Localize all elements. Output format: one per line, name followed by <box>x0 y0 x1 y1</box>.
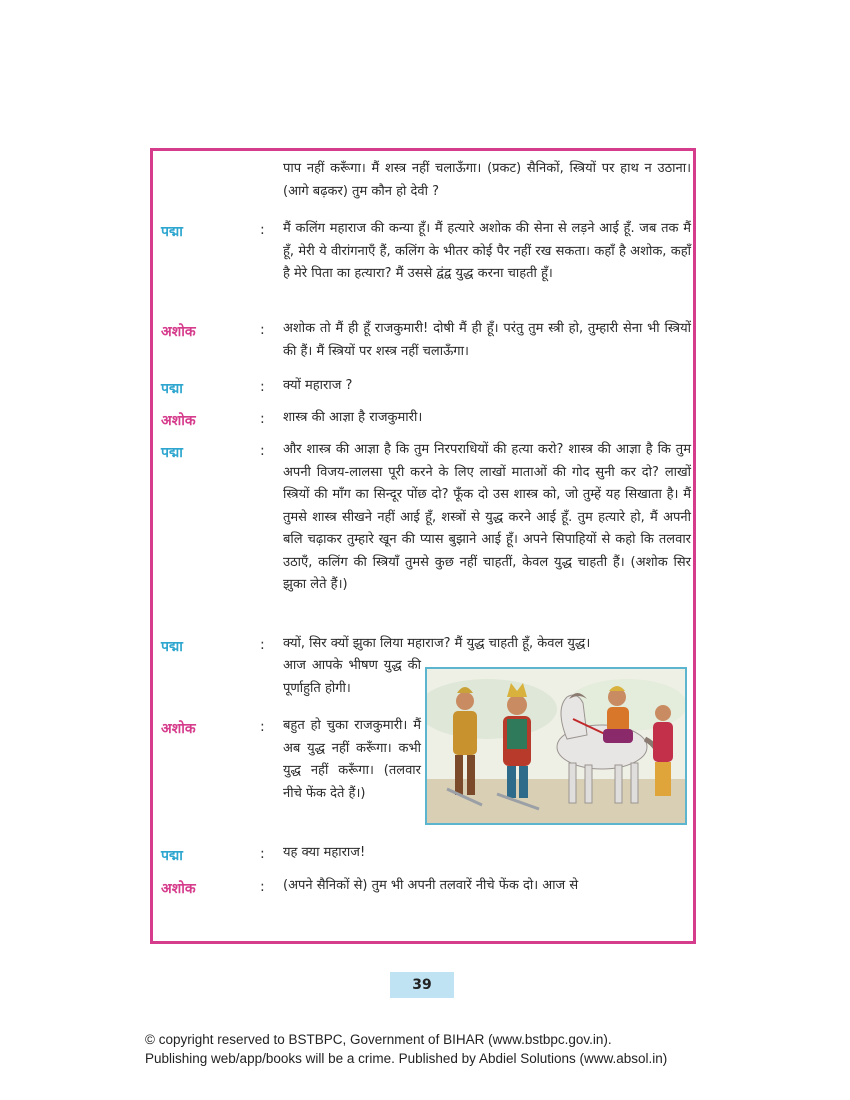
dialogue-text: (अपने सैनिकों से) तुम भी अपनी तलवारें नीचे फेंक दो। आज से <box>283 878 579 893</box>
colon: : <box>260 322 265 338</box>
dialogue-text: अशोक तो मैं ही हूँ राजकुमारी! दोषी मैं ही हूँ। परंतु तुम स्त्री हो, तुम्हारी सेना भी स्त्रियों की हैं। मैं स्त्रियों पर शस्त्र नहीं चलाऊँगा। <box>283 321 691 359</box>
illustration-ashoka-padma <box>425 667 687 825</box>
colon: : <box>260 637 265 653</box>
page-border <box>150 148 696 944</box>
speaker-name: अशोक <box>161 721 196 737</box>
colon: : <box>260 379 265 395</box>
dialogue-text: शास्त्र की आज्ञा है राजकुमारी। <box>283 410 423 425</box>
dialogue-text: यह क्या महाराज! <box>283 845 366 860</box>
speaker-name: अशोक <box>161 413 196 429</box>
dialogue-text: बहुत हो चुका राजकुमारी। मैं अब युद्ध नहीं करूँगा। कभी युद्ध नहीं करूँगा। (तलवार नीचे फेंक देते हैं।) <box>283 718 421 801</box>
colon: : <box>260 879 265 895</box>
dialogue-text: और शास्त्र की आज्ञा है कि तुम निरपराधियों की हत्या करो? शास्त्र की आज्ञा है कि तुम अपनी विजय-लालसा पूरी करने के लिए लाखों माताओं की गोद सुनी कर दो? लाखों स्त्रियों की माँग का सिन्दूर पोंछ दो? फूँक दो उस शास्त्र को, जो तुम्हें यह सिखाता है। मैं तुमसे शास्त्र सीखने नहीं आई हूँ, शस्त्रों से युद्ध करने आई हूँ. तुम हत्यारे हो, मैं अपनी बलि चढ़ाकर तुम्हारे खून की प्यास बुझाने आई हूँ। अपने सिपाहियों से कहो कि तलवार उठाएँ, कलिंग की स्त्रियाँ तुमसे कुछ नहीं चाहतीं, केवल युद्ध चाहती हैं। (अशोक सिर झुका लेते हैं।) <box>283 442 691 592</box>
illustration-svg <box>427 669 685 823</box>
speaker-name: पद्मा <box>161 848 183 864</box>
dialogue-text: मैं कलिंग महाराज की कन्या हूँ। मैं हत्यारे अशोक की सेना से लड़ने आई हूँ. जब तक मैं हूँ, मेरी ये वीरांगनाएँ हैं, कलिंग के भीतर कोई पैर नहीं रख सकता। कहाँ है अशोक, कहाँ है मेरे पिता का हत्यारा? मैं उससे द्वंद्व युद्ध करना चाहती हूँ। <box>283 221 691 281</box>
dialogue-text: पाप नहीं करूँगा। मैं शस्त्र नहीं चलाऊँगा। (प्रकट) सैनिकों, स्त्रियों पर हाथ न उठाना। (आगे बढ़कर) तुम कौन हो देवी ? <box>283 161 691 199</box>
speaker-name: पद्मा <box>161 224 183 240</box>
speaker-name: अशोक <box>161 324 196 340</box>
footer-line-2: Publishing web/app/books will be a crime. Published by Abdiel Solutions (www.absol.in) <box>145 1051 668 1066</box>
speaker-name: पद्मा <box>161 445 183 461</box>
dialogue-text: क्यों महाराज ? <box>283 378 353 393</box>
colon: : <box>260 443 265 459</box>
speaker-name: पद्मा <box>161 381 183 397</box>
dialogue-text: क्यों, सिर क्यों झुका लिया महाराज? मैं युद्ध चाहती हूँ, केवल युद्ध। <box>283 636 591 651</box>
speaker-name: अशोक <box>161 881 196 897</box>
colon: : <box>260 719 265 735</box>
colon: : <box>260 846 265 862</box>
footer-line-1: © copyright reserved to BSTBPC, Government of BIHAR (www.bstbpc.gov.in). <box>145 1032 612 1047</box>
page-number: 39 <box>390 972 454 998</box>
colon: : <box>260 222 265 238</box>
speaker-name: पद्मा <box>161 639 183 655</box>
colon: : <box>260 411 265 427</box>
copyright-footer <box>145 1030 667 1068</box>
dialogue-text-cont: आज आपके भीषण युद्ध की पूर्णाहुति होगी। <box>283 658 421 696</box>
